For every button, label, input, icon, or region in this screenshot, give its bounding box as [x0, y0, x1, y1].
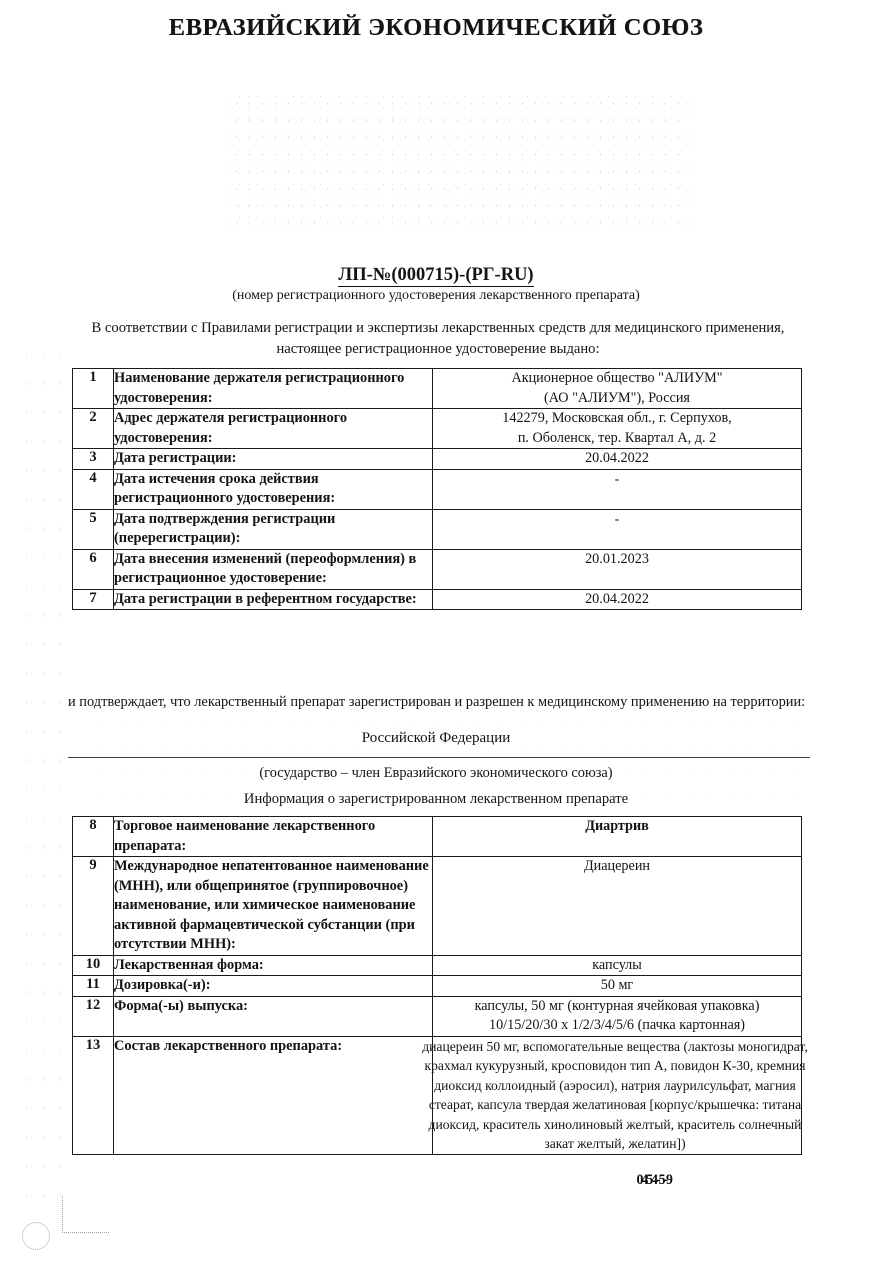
row-number: 4: [73, 469, 114, 509]
row-value: [422, 1036, 808, 1154]
table-row: [73, 509, 802, 549]
intro-paragraph: В соответствии с Правилами регистрации и экспертизы лекарственных средств для медицинского применения, настоящее регистрационное удостоверение выдано:: [91, 320, 785, 357]
row-number: 5: [73, 509, 114, 549]
row-value: -: [433, 469, 802, 509]
row-value: капсулы: [433, 955, 802, 976]
row-label: Дата внесения изменений (переоформления) в регистрационное удостоверение:: [114, 549, 433, 589]
row-value: 20.04.2022: [433, 589, 802, 610]
row-label: Дата подтверждения регистрации (перерегистрации):: [114, 509, 433, 549]
row-value: 50 мг: [433, 976, 802, 997]
row-value: 20.01.2023: [433, 549, 802, 589]
product-table-body: [73, 817, 808, 1155]
holder-table-body: [73, 369, 802, 610]
registration-number-caption: (номер регистрационного удостоверения лекарственного препарата): [232, 288, 640, 303]
table-row: [73, 1036, 802, 1154]
row-value: -: [433, 509, 802, 549]
table-row: [73, 976, 802, 997]
row-label: Дата истечения срока действия регистрационного удостоверения:: [114, 469, 433, 509]
table-row: [73, 469, 802, 509]
row-label: Дозировка(-и):: [114, 976, 433, 997]
table-row: [73, 549, 802, 589]
confirmation-paragraph: и подтверждает, что лекарственный препарат зарегистрирован и разрешен к медицинскому применению на территории:: [68, 694, 806, 710]
table-row: [73, 449, 802, 470]
row-label: Торговое наименование лекарственного препарата:: [114, 817, 433, 857]
row-number: 6: [73, 549, 114, 589]
row-number: 10: [73, 955, 114, 976]
row-label: Наименование держателя регистрационного удостоверения:: [114, 369, 433, 409]
row-value: капсулы, 50 мг (контурная ячейковая упаковка) 10/15/20/30 х 1/2/3/4/5/6 (пачка картонная): [433, 996, 802, 1036]
row-value: Диацереин: [433, 857, 802, 956]
row-label: Дата регистрации в референтном государстве:: [114, 589, 433, 610]
overprint-stamp: 0454-5-9: [636, 1172, 671, 1188]
row-number: 7: [73, 589, 114, 610]
holder-information-table: [72, 368, 802, 610]
registration-number: [0, 265, 872, 286]
product-info-heading: Информация о зарегистрированном лекарственном препарате: [243, 791, 629, 807]
row-label: Международное непатентованное наименование (МНН), или общепринятое (группировочное) наименование, или химическое наименование активной фармацевтической субстанции (при отсутствии МНН):: [114, 857, 433, 956]
row-number: 2: [73, 409, 114, 449]
row-number: 3: [73, 449, 114, 470]
page-title: ЕВРАЗИЙСКИЙ ЭКОНОМИЧЕСКИЙ СОЮЗ: [168, 14, 704, 41]
table-row: [73, 817, 802, 857]
row-label: Форма(-ы) выпуска:: [114, 996, 433, 1036]
composition-text: диацереин 50 мг, вспомогательные вещества (лактозы моногидрат, крахмал кукурузный, кросповидон тип А, повидон К-30, кремния диоксид коллоидный (аэросил), натрия лаурилсульфат, магния стеарат, капсула твердая желатиновая [корпус/крышечка: титана диоксид, краситель хинолиновый желтый, краситель солнечный закат желтый, желатин]): [422, 1038, 808, 1151]
state-divider: [68, 757, 810, 758]
table-row: [73, 589, 802, 610]
table-row: [73, 409, 802, 449]
table-row: [73, 857, 802, 956]
row-value: 142279, Московская обл., г. Серпухов, п. Оболенск, тер. Квартал А, д. 2: [433, 409, 802, 449]
table-row: [73, 955, 802, 976]
product-information-table: [72, 816, 808, 1155]
row-value: 20.04.2022: [433, 449, 802, 470]
table-row: [73, 369, 802, 409]
state-name: Российской Федерации: [361, 730, 511, 746]
row-number: 9: [73, 857, 114, 956]
scan-noise-top: [230, 95, 690, 230]
registration-number-text: ЛП-№(000715)-(РГ-RU): [338, 265, 534, 285]
table-row: [73, 996, 802, 1036]
row-number: 1: [73, 369, 114, 409]
row-number: 13: [73, 1036, 114, 1154]
row-number: 11: [73, 976, 114, 997]
row-label: Адрес держателя регистрационного удостоверения:: [114, 409, 433, 449]
row-label: Лекарственная форма:: [114, 955, 433, 976]
row-number: 8: [73, 817, 114, 857]
scan-artifact-ring-icon: [22, 1222, 50, 1250]
row-number: 12: [73, 996, 114, 1036]
row-label: Состав лекарственного препарата:: [114, 1036, 433, 1154]
scan-artifact-corner-mark: [62, 1196, 109, 1233]
row-value: Диартрив: [433, 817, 802, 857]
row-value: Акционерное общество "АЛИУМ" (АО "АЛИУМ"), Россия: [433, 369, 802, 409]
row-label: Дата регистрации:: [114, 449, 433, 470]
state-caption: (государство – член Евразийского экономического союза): [259, 765, 613, 781]
